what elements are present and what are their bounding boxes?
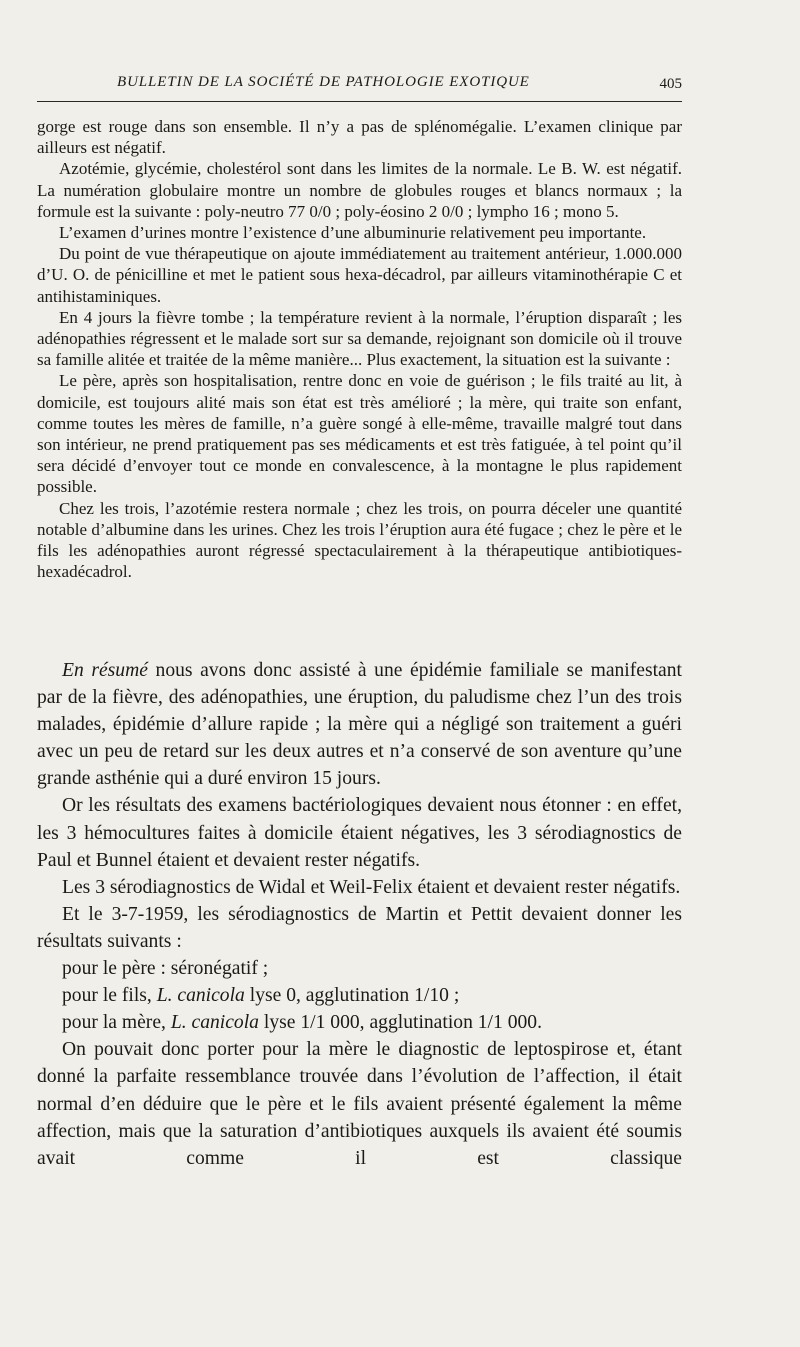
paragraph: Le père, après son hospitalisation, rentre donc en voie de guérison ; le fils traité au lit, à domicile, est toujours alité mais son état est très amélioré ; la mère, qui traite son enfant, comme toutes les mères de famille, n’a guère songé à elle-même, travaille malgré tout dans son intérieur, ne prend pratiquement pas ses médicaments et est très fatiguée, à tel point qu’il sera décidé d’envoyer tout ce monde en convalescence, à la montagne le plus rapidement possible.: [37, 371, 682, 497]
running-title: BULLETIN DE LA SOCIÉTÉ DE PATHOLOGIE EXOTIQUE: [117, 74, 530, 90]
result-item-son: [37, 982, 682, 1009]
result-text: pour le fils,: [62, 985, 157, 1007]
header-rule: [37, 101, 682, 102]
summary-paragraph: [37, 657, 682, 792]
page-header: [37, 74, 682, 98]
result-text: lyse 1/1 000, agglutination 1/1 000.: [258, 1012, 542, 1034]
small-print-section: [37, 116, 682, 582]
paragraph: Du point de vue thérapeutique on ajoute immédiatement au traitement antérieur, 1.000.000 d’U. O. de pénicilline et met le patient sous hexa-décadrol, par ailleurs vitaminothérapie C et antihistaminiques.: [37, 244, 682, 306]
paragraph: On pouvait donc porter pour la mère le diagnostic de leptospirose et, étant donné la parfaite ressemblance trouvée dans l’évolution de l’affection, il était normal d’en déduire que le père et le fils avaient présenté également la même affection, mais que la saturation d’antibiotiques auxquels ils avaient été soumis avait comme il est classique: [37, 1039, 682, 1169]
paragraph: L’examen d’urines montre l’existence d’une albuminurie relativement peu importante.: [59, 223, 647, 243]
summary-lead: En résumé: [62, 660, 148, 681]
paragraph: Azotémie, glycémie, cholestérol sont dans les limites de la normale. Le B. W. est négatif. La numération globulaire montre un nombre de globules rouges et blancs normaux ; la formule est la suivante : poly-neutro 77 0/0 ; poly-éosino 2 0/0 ; lympho 16 ; mono 5.: [37, 159, 682, 221]
paragraph: gorge est rouge dans son ensemble. Il n’y a pas de splénomégalie. L’examen clinique par ailleurs est négatif.: [37, 117, 682, 158]
paragraph: En 4 jours la fièvre tombe ; la température revient à la normale, l’éruption disparaît ; les adénopathies régressent et le malade sort sur sa demande, rejoignant son domicile où il trouve sa famille alitée et traitée de la même manière... Plus exactement, la situation est la suivante :: [37, 307, 682, 370]
result-text: lyse 0, agglutination 1/10 ;: [244, 985, 460, 1007]
result-text: pour la mère,: [62, 1012, 171, 1034]
paragraph: Les 3 sérodiagnostics de Widal et Weil-Felix étaient et devaient rester négatifs.: [62, 876, 681, 898]
species-name: L. canicola: [156, 985, 245, 1007]
paragraph: Chez les trois, l’azotémie restera normale ; chez les trois, on pourra déceler une quantité notable d’albumine dans les urines. Chez les trois l’éruption aura été fugace ; chez le père et le fils les adénopathies auront régressé spectaculairement à la thérapeutique antibiotiques-hexadécadrol.: [37, 498, 682, 582]
paragraph: Or les résultats des examens bactériologiques devaient nous étonner : en effet, les 3 hémocultures faites à domicile étaient négatives, les 3 sérodiagnostics de Paul et Bunnel étaient et devaient rester négatifs.: [37, 795, 682, 871]
species-name: L. canicola: [170, 1012, 259, 1034]
result-item-mother: [37, 1009, 682, 1036]
result-item-father: pour le père : séronégatif ;: [62, 958, 269, 980]
main-text-section: [37, 657, 682, 1172]
paragraph: Et le 3-7-1959, les sérodiagnostics de Martin et Pettit devaient donner les résultats suivants :: [37, 903, 682, 952]
summary-text: nous avons donc assisté à une épidémie familiale se manifestant par de la fièvre, des adénopathies, une éruption, du paludisme chez l’un des trois malades, épidémie d’allure rapide ; la mère qui a négligé son traitement a guéri avec un peu de retard sur les deux autres et n’a conservé de son aventure qu’une grande asthénie qui a duré environ 15 jours.: [37, 660, 682, 790]
page-number: 405: [659, 76, 682, 92]
